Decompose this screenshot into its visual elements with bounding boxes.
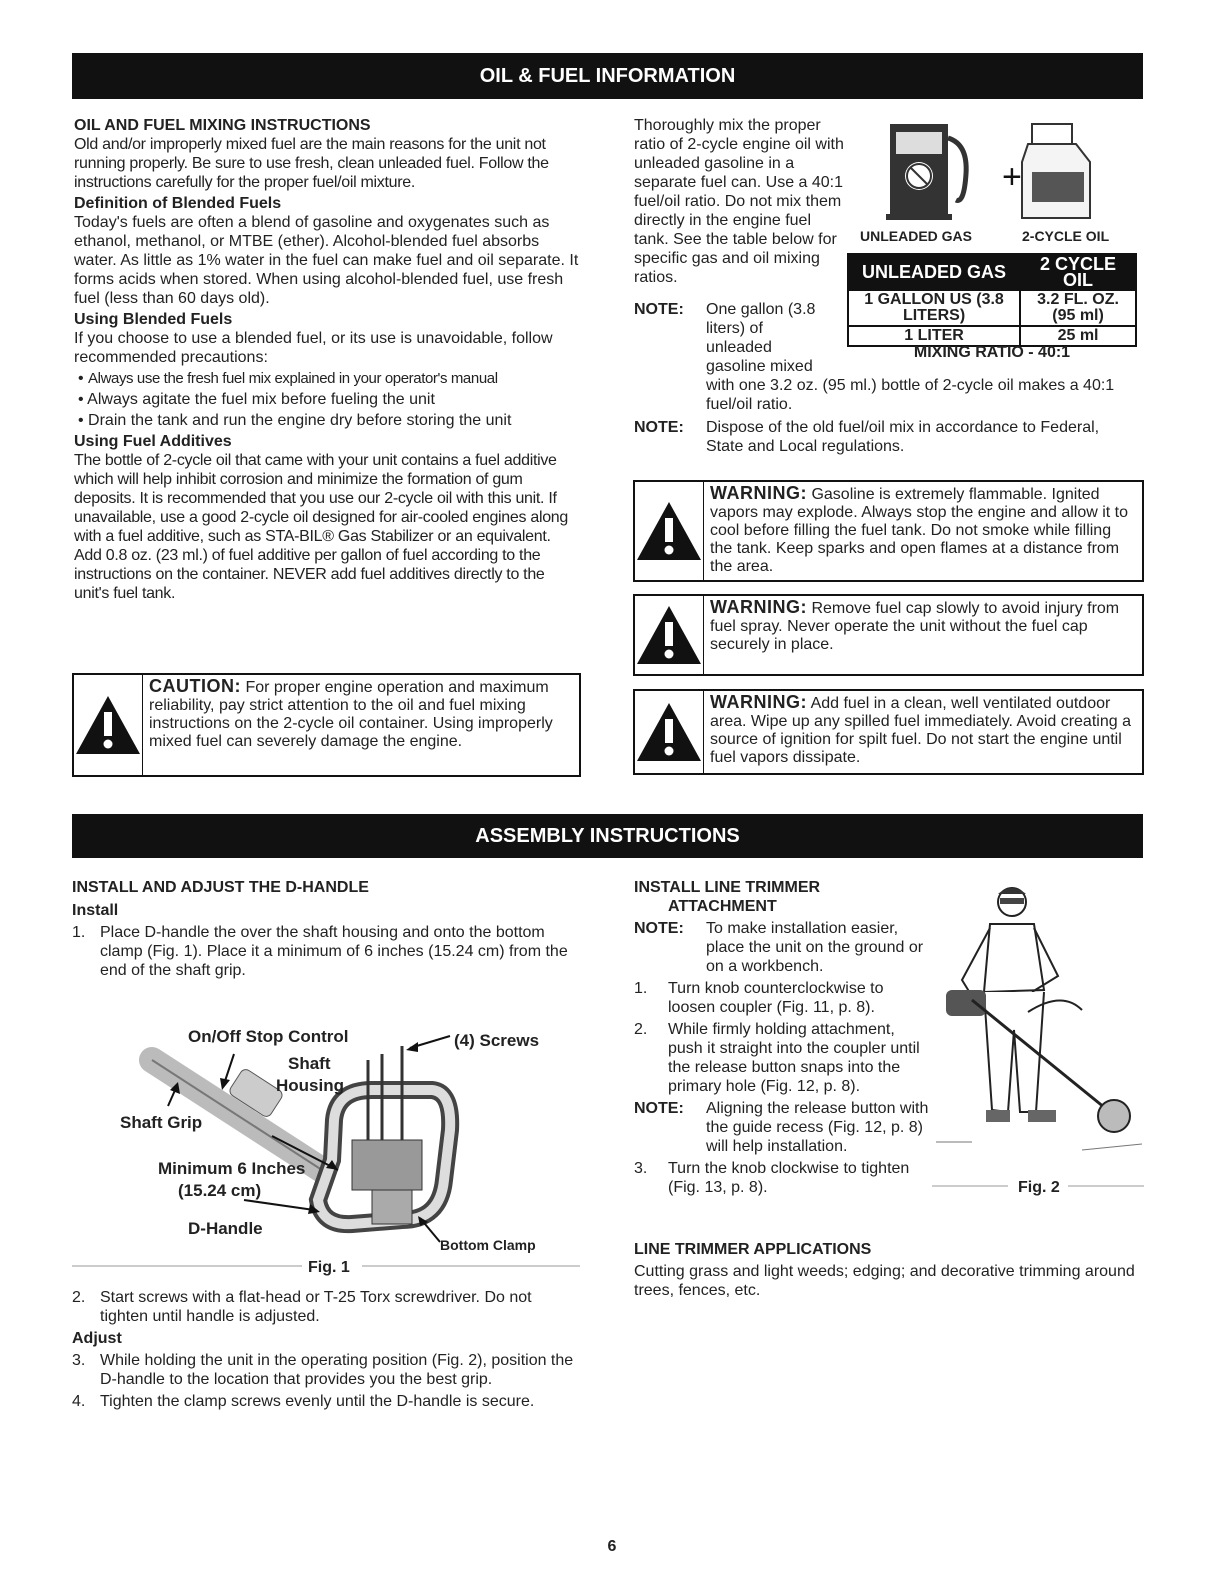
warning-triangle-icon xyxy=(635,691,704,773)
warning-triangle-icon xyxy=(635,482,704,580)
warning-label: WARNING: xyxy=(710,692,807,712)
trimmer-column xyxy=(634,878,930,1197)
list-item: 3. While holding the unit in the operating position (Fig. 2), position the D-handle to the location that provides you the best grip. xyxy=(72,1352,574,1388)
assembly-section-title: ASSEMBLY INSTRUCTIONS xyxy=(72,814,1143,858)
fuel-additives-text: The bottle of 2-cycle oil that came with your unit contains a fuel additive which will help inhibit corrosion and minimize the formation of gum deposits. It is recommended that you use our 2-cycle oil with this unit. If unavailable, use a good 2-cycle oil designed for air-cooled engines along with a fuel additive, such as STA-BIL® Gas Stabilizer or an equivalent. Add 0.8 oz. (23 ml.) of fuel additive per gallon of fuel according to the instructions on the container. NEVER add fuel additives directly to the unit's fuel tank. xyxy=(74,452,568,602)
mixing-intro: Thoroughly mix the proper ratio of 2-cycle engine oil with unleaded gasoline in a separate fuel can. Use a 40:1 fuel/oil ratio. Do not mix them directly in the engine fuel tank. See the table below for specific gas and oil mixing ratios. xyxy=(634,117,844,286)
two-cycle-oil-label: 2-CYCLE OIL xyxy=(1022,228,1110,244)
operator-illustration xyxy=(932,880,1144,1200)
note1-part-b: with one 3.2 oz. (95 ml.) bottle of 2-cycle oil makes a 40:1 fuel/oil ratio. xyxy=(706,377,1115,413)
oil-mixing-column xyxy=(74,116,580,603)
label-onoff: On/Off Stop Control xyxy=(188,1027,349,1046)
note-key: NOTE: xyxy=(634,1100,684,1117)
trimmer-applications xyxy=(634,1240,1144,1300)
table-header-gas: UNLEADED GAS xyxy=(848,254,1020,290)
table-row: 1 LITER 25 ml xyxy=(848,326,1136,346)
dhandle-steps-lower xyxy=(72,1288,580,1411)
list-item: • Drain the tank and run the engine dry before storing the unit xyxy=(78,412,512,429)
list-item: • Always use the fresh fuel mix explained in your operator's manual xyxy=(78,370,498,387)
table-header-oil: 2 CYCLE OIL xyxy=(1020,254,1136,290)
warning-text: Gasoline is extremely flammable. Ignited vapors may explode. Always stop the engine and allow it to cool before filling the fuel tank. Do not smoke while filling the tank. Keep sparks and open flames at a distance from the area. xyxy=(710,486,1129,575)
blended-fuels-text: Today's fuels are often a blend of gasoline and oxygenates such as ethanol, methanol, or MTBE (ether). Alcohol-blended fuel absorbs water. As little as 1% water in the fuel can make fuel and oil separate. It forms acids when stored. When using alcohol-blended fuel, use fresh fuel (less than 60 days old). xyxy=(74,214,579,307)
label-dhandle: D-Handle xyxy=(188,1219,263,1238)
label-shaft: Shaft xyxy=(288,1054,331,1073)
using-blended-heading: Using Blended Fuels xyxy=(74,311,233,328)
list-item: 1. Turn knob counterclockwise to loosen coupler (Fig. 11, p. 8). xyxy=(634,980,884,1016)
list-item: 4. Tighten the clamp screws evenly until the D-handle is secure. xyxy=(72,1393,535,1410)
warning-triangle-icon xyxy=(635,596,704,674)
oil-mixing-heading: OIL AND FUEL MIXING INSTRUCTIONS xyxy=(74,117,371,134)
applications-text: Cutting grass and light weeds; edging; and decorative trimming around trees, fences, etc. xyxy=(634,1263,1135,1299)
caution-box xyxy=(72,673,581,777)
caution-label: CAUTION: xyxy=(149,676,241,696)
trimmer-heading-line2: ATTACHMENT xyxy=(668,898,777,915)
fig2-caption: Fig. 2 xyxy=(1018,1179,1060,1196)
mixing-ratio-caption: MIXING RATIO - 40:1 xyxy=(913,344,1071,361)
using-blended-text: If you choose to use a blended fuel, or its use is unavoidable, follow recommended precautions: xyxy=(74,330,553,366)
warning-triangle-icon xyxy=(74,675,143,775)
list-item: 1. Place D-handle the over the shaft housing and onto the bottom clamp (Fig. 1). Place it a minimum of 6 inches (15.24 cm) from the end of the shaft grip. xyxy=(72,924,568,979)
warning-text: Add fuel in a clean, well ventilated outdoor area. Wipe up any spilled fuel immediately. Avoid creating a source of ignition for spilt fuel. Do not start the engine until fuel vapors dissipate. xyxy=(710,695,1131,766)
warning-text: Remove fuel cap slowly to avoid injury from fuel spray. Never operate the unit without the fuel cap securely in place. xyxy=(710,600,1120,653)
list-item: 3. Turn the knob clockwise to tighten (Fig. 13, p. 8). xyxy=(634,1160,910,1196)
unleaded-gas-label: UNLEADED GAS xyxy=(860,228,973,244)
warning-label: WARNING: xyxy=(710,597,807,617)
list-item: 2. Start screws with a flat-head or T-25 Torx screwdriver. Do not tighten until handle is adjusted. xyxy=(72,1289,532,1325)
plus-sign: + xyxy=(1002,158,1022,196)
table-row: 1 GALLON US (3.8 LITERS) 3.2 FL. OZ. (95 ml) xyxy=(848,290,1136,326)
note1-part-a: One gallon (3.8 liters) of unleaded gasoline mixed xyxy=(706,301,816,375)
oil-intro-text: Old and/or improperly mixed fuel are the main reasons for the unit not running properly. Be sure to use fresh, clean unleaded fuel. Follow the instructions carefully for the proper fuel/oil mixture. xyxy=(74,136,549,191)
fuel-illustration xyxy=(856,114,1136,246)
blended-fuels-heading: Definition of Blended Fuels xyxy=(74,195,282,212)
gas-pump-and-oil-icon xyxy=(856,114,1136,224)
adjust-subheading: Adjust xyxy=(72,1330,122,1347)
label-cm: (15.24 cm) xyxy=(178,1181,262,1200)
mixing-ratio-table xyxy=(847,253,1137,347)
caution-text: For proper engine operation and maximum reliability, pay strict attention to the oil and fuel mixing instructions on the 2-cycle oil container. Using improperly mixed fuel can severely damage the engine. xyxy=(149,679,553,750)
applications-heading: LINE TRIMMER APPLICATIONS xyxy=(634,1241,872,1258)
trimmer-note2: Aligning the release button with the guide recess (Fig. 12, p. 8) will help installation. xyxy=(706,1100,929,1155)
oil-fuel-section-title: OIL & FUEL INFORMATION xyxy=(72,53,1143,99)
warning-label: WARNING: xyxy=(710,483,807,503)
label-shaft-grip: Shaft Grip xyxy=(120,1113,203,1132)
note-key: NOTE: xyxy=(634,301,684,318)
label-housing: Housing xyxy=(276,1076,344,1095)
trimmer-note1: To make installation easier, place the unit on the ground or on a workbench. xyxy=(706,920,924,975)
note-key: NOTE: xyxy=(634,419,684,436)
fuel-additives-heading: Using Fuel Additives xyxy=(74,433,232,450)
install-subheading: Install xyxy=(72,902,119,919)
page-number: 6 xyxy=(607,1538,617,1555)
label-screws: (4) Screws xyxy=(454,1031,540,1050)
fig2-diagram xyxy=(932,880,1144,1200)
fig1-diagram xyxy=(72,1020,580,1282)
label-minimum: Minimum 6 Inches xyxy=(158,1159,306,1178)
warning-box-flammable xyxy=(633,480,1144,582)
label-bottom-clamp: Bottom Clamp xyxy=(440,1237,536,1253)
fig1-caption: Fig. 1 xyxy=(308,1259,350,1276)
note2-text: Dispose of the old fuel/oil mix in accordance to Federal, State and Local regulations. xyxy=(706,419,1100,455)
dhandle-heading: INSTALL AND ADJUST THE D-HANDLE xyxy=(72,879,369,896)
note-key: NOTE: xyxy=(634,920,684,937)
list-item: 2. While firmly holding attachment, push it straight into the coupler until the release button snaps into the primary hole (Fig. 12, p. 8). xyxy=(634,1021,920,1095)
trimmer-heading-line1: INSTALL LINE TRIMMER xyxy=(634,879,821,896)
mixing-text xyxy=(634,116,846,287)
dhandle-diagram xyxy=(72,1020,580,1282)
dhandle-column xyxy=(72,878,580,980)
list-item: • Always agitate the fuel mix before fueling the unit xyxy=(78,391,435,408)
warning-box-fuel-cap xyxy=(633,594,1144,676)
warning-box-ventilation xyxy=(633,689,1144,775)
